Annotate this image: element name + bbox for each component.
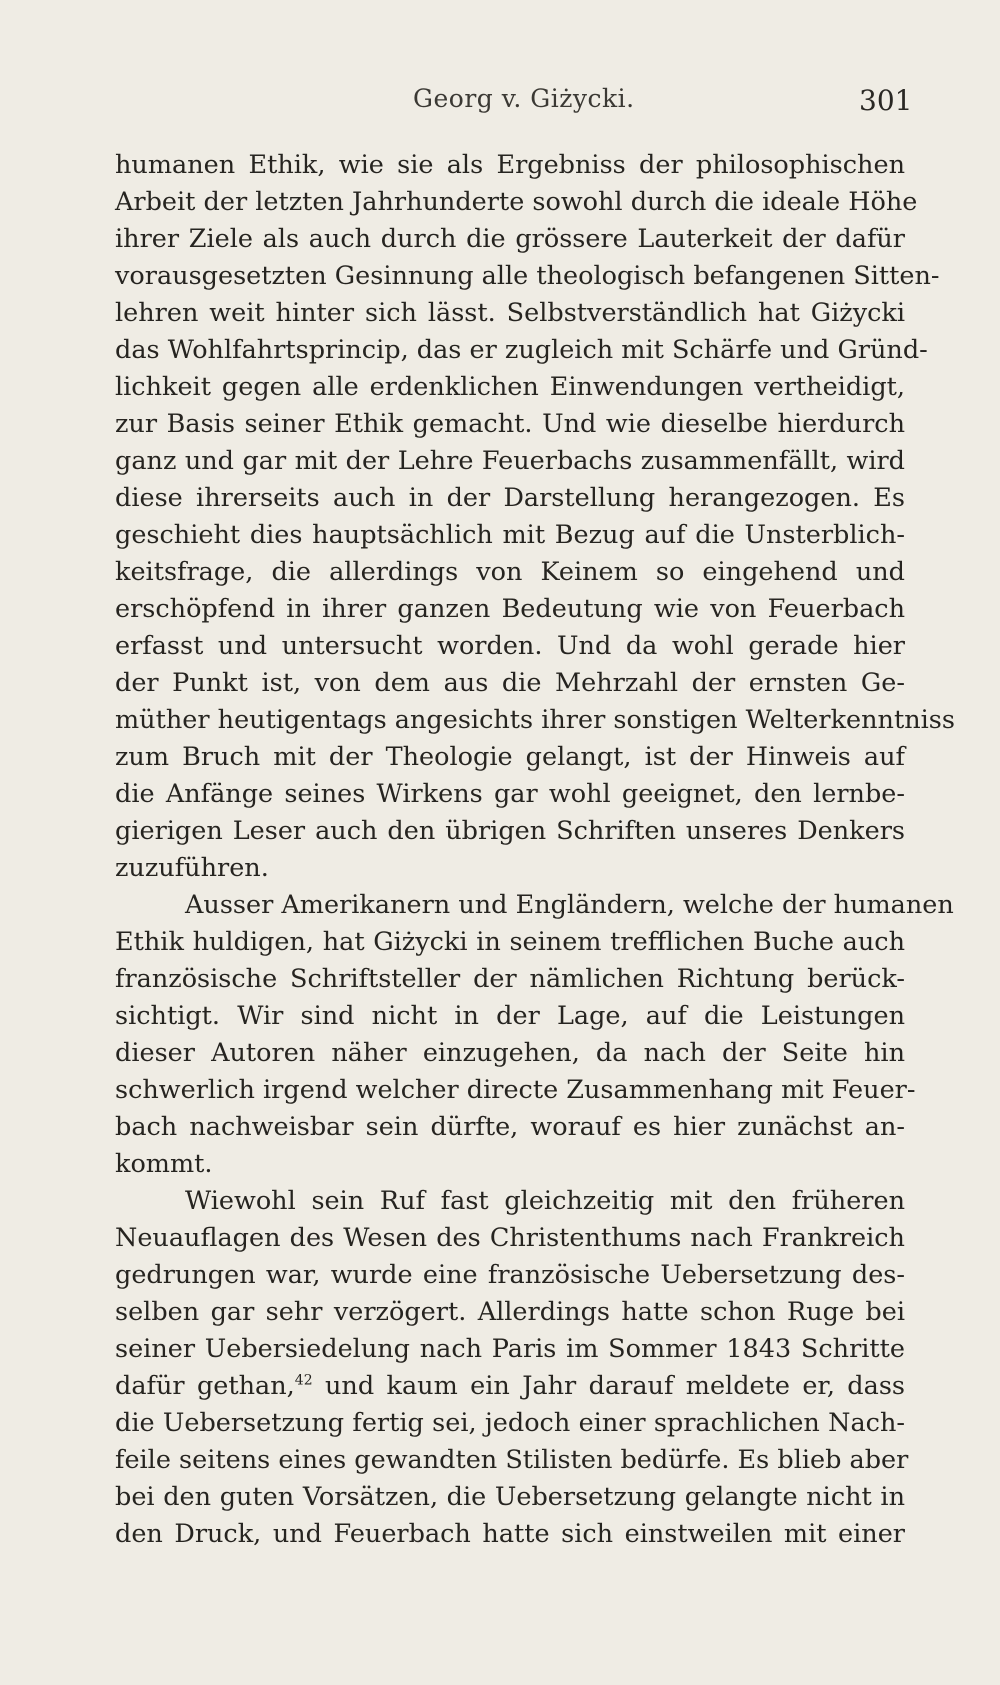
text-line-content: bei den guten Vorsätzen, die Uebersetzung gelangte nicht in <box>115 1482 905 1512</box>
running-head <box>0 84 1000 124</box>
text-line-content: die Anfänge seines Wirkens gar wohl geeignet, den lernbe- <box>115 779 905 809</box>
text-line-content: lichkeit gegen alle erdenklichen Einwendungen vertheidigt, <box>115 372 905 402</box>
text-line-content: zuzuführen. <box>115 853 269 883</box>
text-line <box>115 1146 905 1183</box>
text-line-content: den Druck, und Feuerbach hatte sich einstweilen mit einer <box>115 1519 905 1549</box>
text-line-content: gierigen Leser auch den übrigen Schriften unseres Denkers <box>115 816 905 846</box>
text-line <box>115 406 905 443</box>
text-line-content: Neuauflagen des Wesen des Christenthums nach Frankreich <box>115 1223 905 1253</box>
text-line-content: zur Basis seiner Ethik gemacht. Und wie dieselbe hierdurch <box>115 409 905 439</box>
text-line-content: schwerlich irgend welcher directe Zusammenhang mit Feuer- <box>115 1075 916 1105</box>
text-line <box>115 998 905 1035</box>
text-line <box>115 258 940 295</box>
text-line-content: das Wohlfahrtsprincip, das er zugleich mit Schärfe und Gründ- <box>115 335 928 365</box>
running-head-title: Georg v. Giżycki. <box>413 84 635 113</box>
text-line-content: humanen Ethik, wie sie als Ergebniss der philosophischen <box>115 150 905 180</box>
text-line <box>115 1368 905 1405</box>
text-line-content: geschieht dies hauptsächlich mit Bezug auf die Unsterblich- <box>115 520 905 550</box>
text-line-content: französische Schriftsteller der nämlichen Richtung berück- <box>115 964 905 994</box>
text-line <box>115 517 905 554</box>
text-line <box>115 295 905 332</box>
text-line <box>115 221 905 258</box>
text-line-content: ihrer Ziele als auch durch die grössere Lauterkeit der dafür <box>115 224 905 254</box>
text-line <box>115 776 905 813</box>
text-line-continuation: und kaum ein Jahr darauf meldete er, dass <box>312 1371 905 1401</box>
text-line <box>115 1331 905 1368</box>
text-line-content: selben gar sehr verzögert. Allerdings hatte schon Ruge bei <box>115 1297 905 1327</box>
text-line-content: seiner Uebersiedelung nach Paris im Sommer 1843 Schritte <box>115 1334 905 1364</box>
text-line <box>115 1220 905 1257</box>
page-number: 301 <box>859 84 913 117</box>
text-line <box>115 813 905 850</box>
text-line <box>115 443 905 480</box>
text-line <box>115 702 955 739</box>
text-line <box>115 554 905 591</box>
text-line-content: dieser Autoren näher einzugehen, da nach der Seite hin <box>115 1038 905 1068</box>
text-line <box>115 1294 905 1331</box>
text-line <box>115 1442 909 1479</box>
text-line <box>115 1035 905 1072</box>
text-line <box>115 147 905 184</box>
text-line-content: gedrungen war, wurde eine französische Uebersetzung des- <box>115 1260 905 1290</box>
text-line <box>115 924 905 961</box>
text-line-content: Ausser Amerikanern und Engländern, welche der humanen <box>185 890 954 920</box>
text-line <box>115 1516 905 1553</box>
text-line-content: der Punkt ist, von dem aus die Mehrzahl der ernsten Ge- <box>115 668 905 698</box>
body-text <box>115 147 955 1553</box>
text-line-content: Wiewohl sein Ruf fast gleichzeitig mit den früheren <box>185 1186 905 1216</box>
text-line-content: dafür gethan, <box>115 1371 295 1401</box>
text-line-content: die Uebersetzung fertig sei, jedoch einer sprachlichen Nach- <box>115 1408 905 1438</box>
text-line-content: Arbeit der letzten Jahrhunderte sowohl durch die ideale Höhe <box>115 187 918 217</box>
text-line <box>115 1405 905 1442</box>
text-line <box>115 665 905 702</box>
text-line-content: feile seitens eines gewandten Stilisten bedürfe. Es blieb aber <box>115 1445 909 1475</box>
text-line <box>115 850 905 887</box>
text-line <box>115 1183 905 1220</box>
text-line-content: zum Bruch mit der Theologie gelangt, ist der Hinweis auf <box>115 742 905 772</box>
text-line <box>115 628 905 665</box>
text-line-content: Ethik huldigen, hat Giżycki in seinem trefflichen Buche auch <box>115 927 905 957</box>
text-line-content: ganz und gar mit der Lehre Feuerbachs zusammenfällt, wird <box>115 446 905 476</box>
text-line <box>115 332 928 369</box>
text-line <box>115 591 905 628</box>
text-line-content: lehren weit hinter sich lässt. Selbstverständlich hat Giżycki <box>115 298 905 328</box>
text-line <box>115 369 905 406</box>
text-line-content: kommt. <box>115 1149 213 1179</box>
text-line <box>115 184 918 221</box>
text-line <box>115 961 905 998</box>
text-line-content: keitsfrage, die allerdings von Keinem so eingehend und <box>115 557 905 587</box>
footnote-marker: 42 <box>294 1372 313 1389</box>
text-line <box>115 1257 905 1294</box>
text-line-content: müther heutigentags angesichts ihrer sonstigen Welterkenntniss <box>115 705 955 735</box>
text-line-content: sichtigt. Wir sind nicht in der Lage, auf die Leistungen <box>115 1001 905 1031</box>
text-line-content: erfasst und untersucht worden. Und da wohl gerade hier <box>115 631 905 661</box>
text-line <box>115 1072 916 1109</box>
text-line <box>115 1479 905 1516</box>
text-line-content: bach nachweisbar sein dürfte, worauf es hier zunächst an- <box>115 1112 905 1142</box>
text-line-content: diese ihrerseits auch in der Darstellung herangezogen. Es <box>115 483 905 513</box>
text-line <box>115 887 954 924</box>
text-line-content: erschöpfend in ihrer ganzen Bedeutung wie von Feuerbach <box>115 594 905 624</box>
text-line-content: vorausgesetzten Gesinnung alle theologisch befangenen Sitten- <box>115 261 940 291</box>
text-line <box>115 1109 905 1146</box>
text-line <box>115 739 905 776</box>
text-line <box>115 480 905 517</box>
